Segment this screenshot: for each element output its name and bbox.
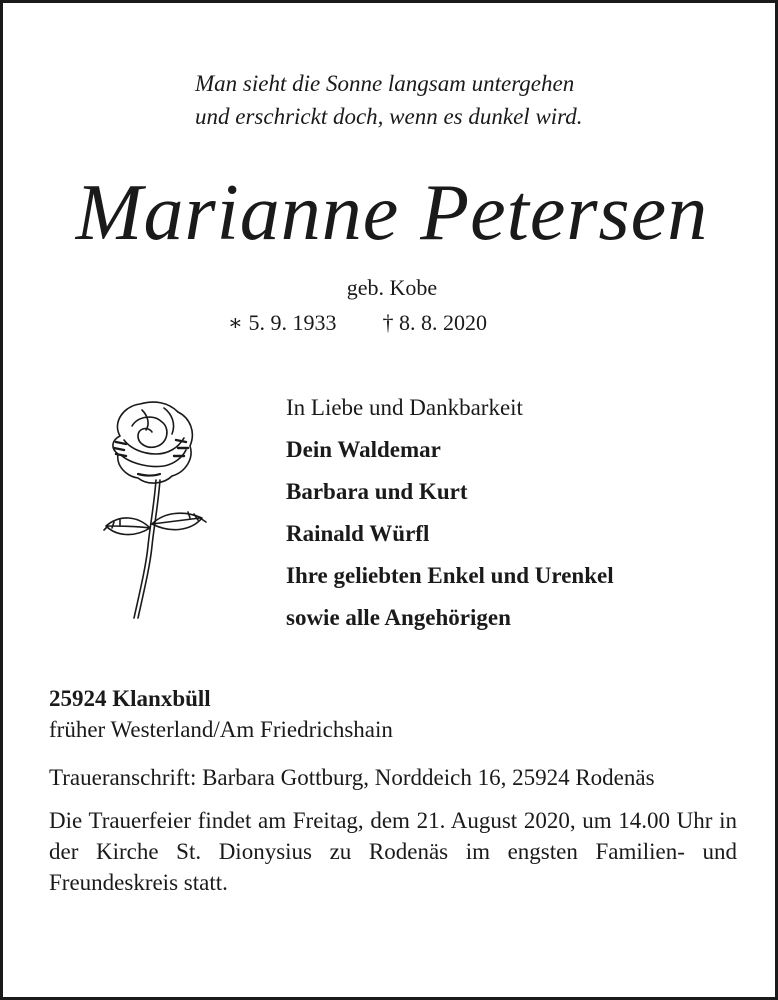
motto-line-2: und erschrickt doch, wenn es dunkel wird. xyxy=(195,104,583,129)
location-formerly: früher Westerland/Am Friedrichshain xyxy=(49,717,393,742)
deceased-name: Marianne Petersen xyxy=(75,169,709,257)
mourner-name: Ihre geliebten Enkel und Urenkel xyxy=(286,563,614,588)
birth-date: ∗ 5. 9. 1933 xyxy=(228,310,337,335)
rose-icon xyxy=(98,396,210,626)
mourner-name: sowie alle Angehörigen xyxy=(286,605,511,630)
mourners-intro: In Liebe und Dankbarkeit xyxy=(286,395,523,420)
location-place: 25924 Klanxbüll xyxy=(49,686,211,711)
mourner-name: Rainald Würfl xyxy=(286,521,430,546)
mourning-address: Traueranschrift: Barbara Gottburg, Norddeich 16, 25924 Rodenäs xyxy=(49,765,655,790)
birth-name: geb. Kobe xyxy=(346,275,438,300)
details-section xyxy=(49,683,737,898)
motto-quote xyxy=(195,67,715,133)
motto-line-1: Man sieht die Sonne langsam untergehen xyxy=(195,71,575,96)
life-dates xyxy=(228,307,568,339)
death-date: † 8. 8. 2020 xyxy=(382,310,487,335)
mourners-list xyxy=(286,387,766,639)
ceremony-notice: Die Trauerfeier findet am Freitag, dem 21. August 2020, um 14.00 Uhr in der Kirche St. Dionysius zu Rodenäs im engsten Familien- und Freundeskreis statt. xyxy=(49,808,737,895)
mourner-name: Barbara und Kurt xyxy=(286,479,468,504)
mourner-name: Dein Waldemar xyxy=(286,437,441,462)
